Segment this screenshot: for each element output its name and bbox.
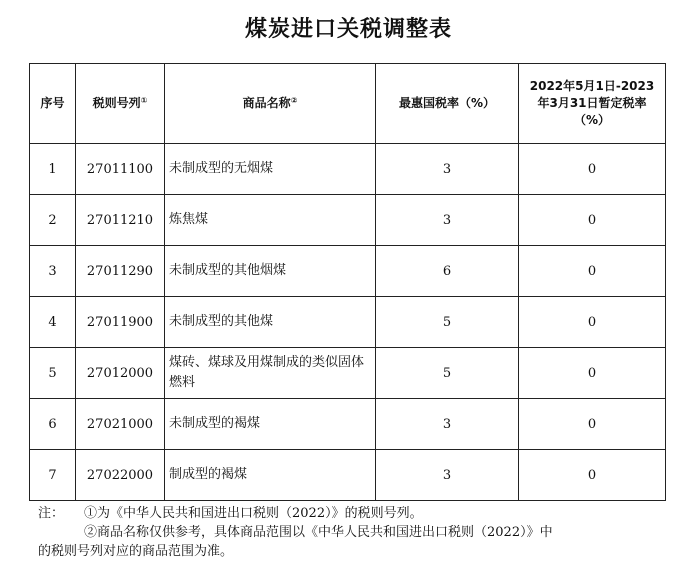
- cell-seq: 3: [30, 246, 76, 297]
- header-interim-rate-line3: （%）: [573, 113, 611, 127]
- cell-seq: 7: [30, 450, 76, 501]
- table-row: [30, 450, 666, 501]
- page-title: 煤炭进口关税调整表: [244, 17, 452, 42]
- header-interim-rate: [519, 64, 666, 144]
- cell-seq: 4: [30, 297, 76, 348]
- cell-name: 煤砖、煤球及用煤制成的类似固体燃料: [165, 348, 376, 399]
- table-row: [30, 144, 666, 195]
- cell-mfn-rate: 3: [376, 144, 519, 195]
- cell-interim-rate: 0: [519, 246, 666, 297]
- table-row: [30, 195, 666, 246]
- footnotes: [38, 504, 668, 561]
- cell-code: 27021000: [76, 399, 165, 450]
- table-row: [30, 246, 666, 297]
- cell-mfn-rate: 5: [376, 297, 519, 348]
- cell-seq: 5: [30, 348, 76, 399]
- header-name-footnote-mark: ②: [290, 96, 298, 105]
- cell-interim-rate: 0: [519, 348, 666, 399]
- header-seq: 序号: [30, 64, 76, 144]
- cell-interim-rate: 0: [519, 195, 666, 246]
- cell-mfn-rate: 6: [376, 246, 519, 297]
- header-code-footnote-mark: ①: [140, 96, 148, 105]
- header-code: [76, 64, 165, 144]
- cell-code: 27011900: [76, 297, 165, 348]
- cell-code: 27011210: [76, 195, 165, 246]
- footnote-1: [38, 504, 668, 523]
- cell-name: 未制成型的其他烟煤: [165, 246, 376, 297]
- cell-code: 27011100: [76, 144, 165, 195]
- footnote-1-text: ①为《中华人民共和国进出口税则（2022）》的税则号列。: [84, 506, 423, 521]
- cell-mfn-rate: 3: [376, 399, 519, 450]
- table-row: [30, 348, 666, 399]
- cell-mfn-rate: 3: [376, 450, 519, 501]
- table-header-row: [30, 64, 666, 144]
- cell-code: 27012000: [76, 348, 165, 399]
- cell-name: 未制成型的无烟煤: [165, 144, 376, 195]
- cell-mfn-rate: 3: [376, 195, 519, 246]
- cell-code: 27011290: [76, 246, 165, 297]
- cell-name: 未制成型的其他煤: [165, 297, 376, 348]
- cell-interim-rate: 0: [519, 450, 666, 501]
- cell-interim-rate: 0: [519, 144, 666, 195]
- cell-interim-rate: 0: [519, 297, 666, 348]
- tariff-table: [29, 63, 666, 501]
- table-row: [30, 297, 666, 348]
- cell-seq: 1: [30, 144, 76, 195]
- cell-interim-rate: 0: [519, 399, 666, 450]
- cell-name: 炼焦煤: [165, 195, 376, 246]
- cell-code: 27022000: [76, 450, 165, 501]
- table-row: [30, 399, 666, 450]
- header-code-label: 税则号列: [92, 96, 141, 110]
- cell-name: 未制成型的褐煤: [165, 399, 376, 450]
- cell-mfn-rate: 5: [376, 348, 519, 399]
- header-interim-rate-line1: 2022年5月1日-2023: [529, 79, 655, 93]
- cell-name: 制成型的褐煤: [165, 450, 376, 501]
- header-name: [165, 64, 376, 144]
- footnote-2-line2: 的税则号列对应的商品范围为准。: [38, 544, 234, 559]
- header-name-label: 商品名称: [242, 96, 291, 110]
- footnote-2-line1: ②商品名称仅供参考，具体商品范围以《中华人民共和国进出口税则（2022）》中: [84, 525, 553, 540]
- header-interim-rate-line2: 年3月31日暂定税率: [537, 96, 647, 110]
- cell-seq: 2: [30, 195, 76, 246]
- notes-label: 注：: [38, 506, 65, 521]
- header-mfn-rate: 最惠国税率（%）: [376, 64, 519, 144]
- cell-seq: 6: [30, 399, 76, 450]
